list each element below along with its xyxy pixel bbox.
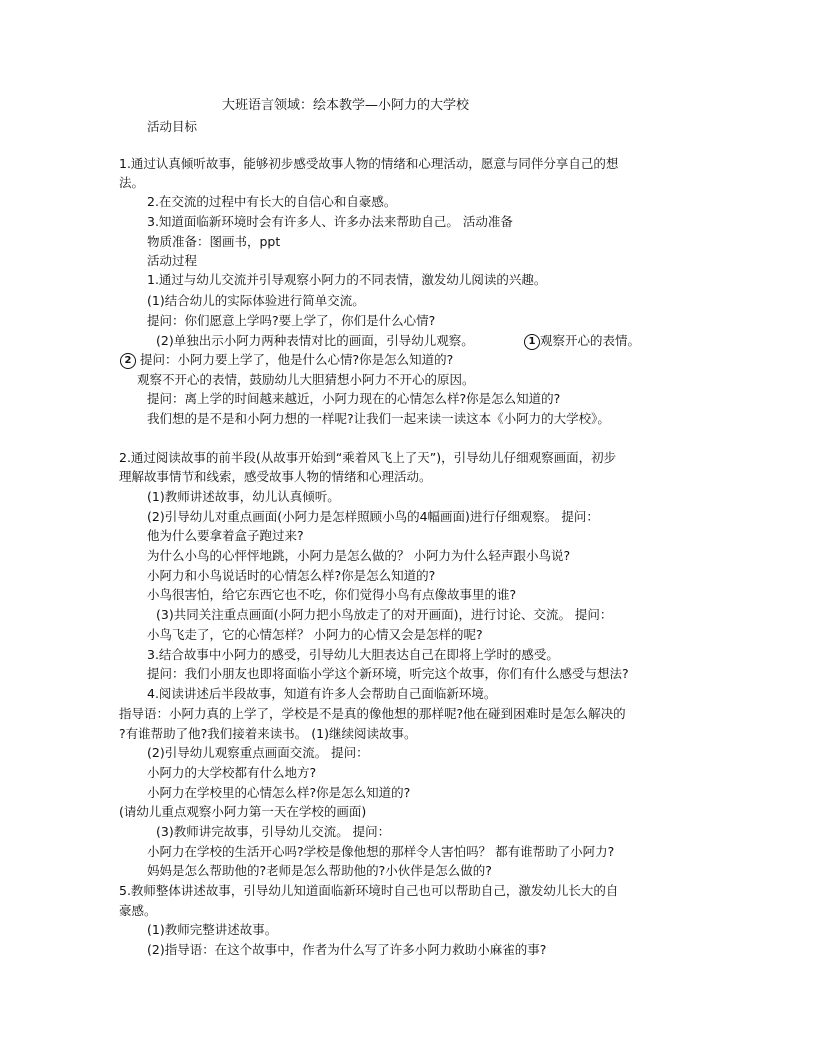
paragraph-line: 指导语：小阿力真的上学了，学校是不是真的像他想的那样呢?他在碰到困难时是怎么解决的 bbox=[119, 706, 626, 721]
paragraph-line: 5.教师整体讲述故事，引导幼儿知道面临新环境时自己也可以帮助自己，激发幼儿长大的自 bbox=[119, 883, 619, 898]
paragraph-line: (1)教师完整讲述故事。 bbox=[147, 922, 278, 937]
paragraph-line: 理解故事情节和线索，感受故事人物的情绪和心理活动。 bbox=[119, 469, 432, 484]
paragraph-line: (2)引导幼儿观察重点画面交流。 提问： bbox=[147, 745, 369, 760]
paragraph-line: (1)结合幼儿的实际体验进行简单交流。 bbox=[147, 293, 365, 308]
paragraph-line: 提问：我们小朋友也即将面临小学这个新环境，听完这个故事，你们有什么感受与想法? bbox=[147, 666, 629, 681]
paragraph-line: 3.结合故事中小阿力的感受，引导幼儿大胆表达自己在即将上学时的感受。 bbox=[147, 647, 559, 662]
paragraph-line: 妈妈是怎么帮助他的?老师是怎么帮助他的?小伙伴是怎么做的? bbox=[147, 863, 492, 878]
paragraph-line: 小阿力在学校的生活开心吗?学校是像他想的那样令人害怕吗？ 都有谁帮助了小阿力? bbox=[147, 844, 615, 859]
paragraph-line: (2)指导语：在这个故事中，作者为什么写了许多小阿力救助小麻雀的事? bbox=[147, 942, 547, 957]
paragraph-line: 提问：离上学的时间越来越近，小阿力现在的心情怎么样?你是怎么知道的? bbox=[147, 391, 561, 406]
paragraph-line: 提问：你们愿意上学吗?要上学了，你们是什么心情? bbox=[147, 313, 436, 328]
paragraph-line: 我们想的是不是和小阿力想的一样呢?让我们一起来读一读这本《小阿力的大学校》。 bbox=[147, 411, 610, 426]
paragraph-line: (2)单独出示小阿力两种表情对比的画面，引导幼儿观察。 bbox=[156, 333, 474, 348]
circled-number-marker: 1 bbox=[524, 334, 540, 350]
paragraph-line: (1)教师讲述故事，幼儿认真倾听。 bbox=[147, 489, 340, 504]
paragraph-line: 小鸟飞走了，它的心情怎样？ 小阿力的心情又会是怎样的呢? bbox=[147, 627, 483, 642]
paragraph-line: 4.阅读讲述后半段故事，知道有许多人会帮助自己面临新环境。 bbox=[147, 686, 497, 701]
paragraph-line: 2.通过阅读故事的前半段(从故事开始到“乘着风飞上了天”)，引导幼儿仔细观察画面，初步 bbox=[119, 450, 617, 465]
paragraph-line: 3.知道面临新环境时会有许多人、许多办法来帮助自己。 活动准备 bbox=[147, 214, 513, 229]
section-heading: 活动过程 bbox=[147, 253, 198, 268]
paragraph-line: 小阿力和小鸟说话时的心情怎么样?你是怎么知道的? bbox=[147, 568, 436, 583]
paragraph-line: (2)引导幼儿对重点画面(小阿力是怎样照顾小鸟的4幅画面)进行仔细观察。 提问： bbox=[147, 509, 599, 524]
paragraph-line: 小鸟很害怕，给它东西它也不吃，你们觉得小鸟有点像故事里的谁? bbox=[147, 587, 517, 602]
paragraph-line: 小阿力在学校里的心情怎么样?你是怎么知道的? bbox=[147, 785, 411, 800]
paragraph-line: 豪感。 bbox=[119, 903, 157, 918]
paragraph-line: 法。 bbox=[119, 175, 145, 190]
paragraph-line: 2.在交流的过程中有长大的自信心和自豪感。 bbox=[147, 194, 397, 209]
paragraph-line: 2 提问：小阿力要上学了，他是什么心情?你是怎么知道的? bbox=[120, 351, 453, 369]
paragraph-line: 观察不开心的表情，鼓励幼儿大胆猜想小阿力不开心的原因。 bbox=[137, 372, 475, 387]
paragraph-line: 1.通过与幼儿交流并引导观察小阿力的不同表情，激发幼儿阅读的兴趣。 bbox=[147, 272, 547, 287]
paragraph-line: 1.通过认真倾听故事，能够初步感受故事人物的情绪和心理活动，愿意与同伴分享自己的想 bbox=[119, 156, 619, 171]
paragraph-line: 1 观察开心的表情。 bbox=[524, 332, 640, 350]
paragraph-line: (请幼儿重点观察小阿力第一天在学校的画面) bbox=[119, 804, 367, 819]
paragraph-line: 小阿力的大学校都有什么地方? bbox=[147, 765, 317, 780]
document-title: 大班语言领域：绘本教学—小阿力的大学校 bbox=[222, 98, 470, 113]
paragraph-line: (3)教师讲完故事，引导幼儿交流。 提问： bbox=[156, 824, 391, 839]
paragraph-line: 他为什么要拿着盒子跑过来? bbox=[147, 528, 304, 543]
paragraph-line: (3)共同关注重点画面(小阿力把小鸟放走了的对开画面)，进行讨论、交流。 提问： bbox=[156, 607, 613, 622]
section-heading: 活动目标 bbox=[147, 119, 198, 134]
circled-number-marker: 2 bbox=[120, 353, 136, 369]
paragraph-line: 物质准备：图画书，ppt bbox=[147, 234, 281, 249]
paragraph-line: ?有谁帮助了他?我们接着来读书。 (1)继续阅读故事。 bbox=[119, 726, 417, 741]
paragraph-line: 为什么小鸟的心怦怦地跳，小阿力是怎么做的？ 小阿力为什么轻声跟小鸟说? bbox=[147, 548, 571, 563]
